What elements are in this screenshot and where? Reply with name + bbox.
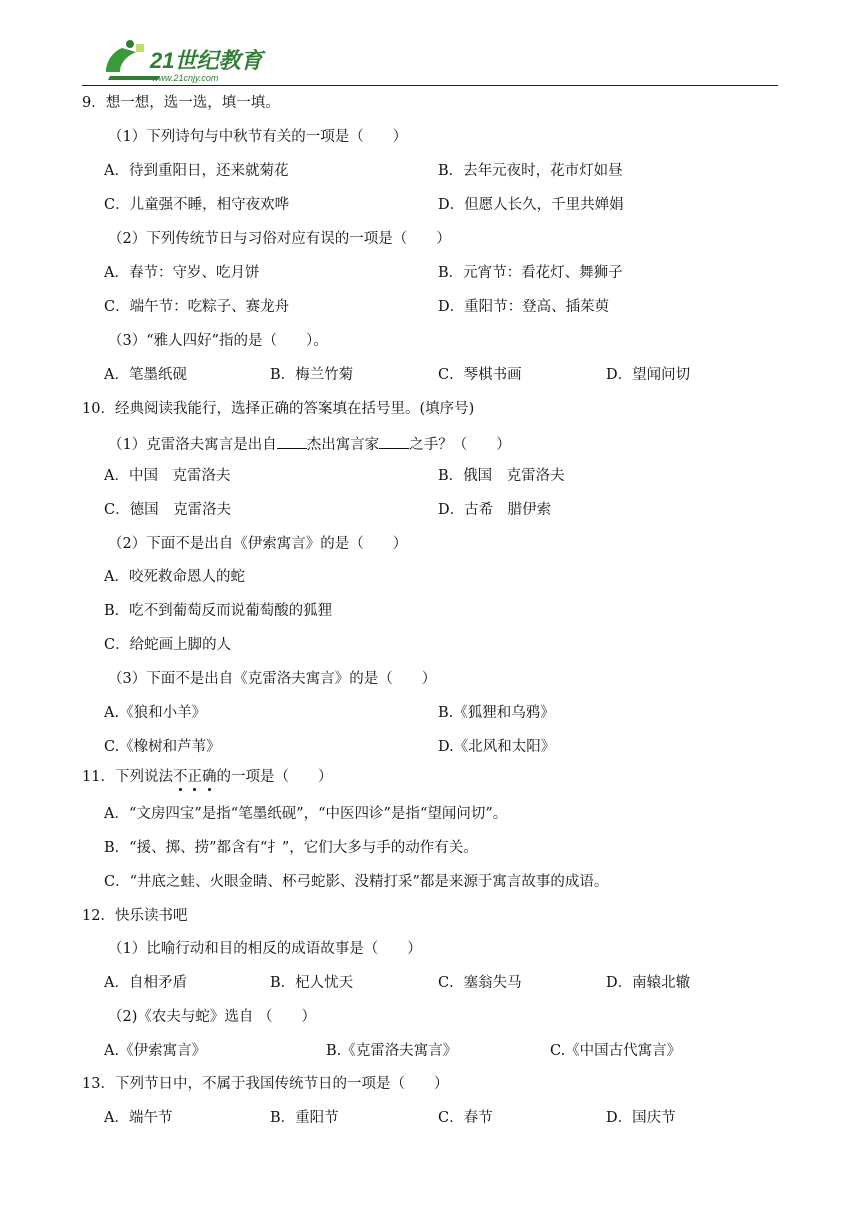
q13-option-d: D．国庆节 <box>606 1110 676 1126</box>
q10-p2-option-a: A．咬死救命恩人的蛇 <box>104 569 245 585</box>
emphasis-dot-char: 不 <box>172 769 188 785</box>
q13-option-c: C．春节 <box>438 1110 493 1126</box>
q12-p1-option-d: D．南辕北辙 <box>606 975 691 991</box>
q13-option-b: B．重阳节 <box>270 1110 339 1126</box>
q11-emphasis <box>173 769 217 785</box>
q9-p1-option-d: D．但愿人长久，千里共婵娟 <box>438 197 624 213</box>
q9-p2-option-a: A．春节：守岁、吃月饼 <box>104 265 260 281</box>
q12-part1: （1）比喻行动和目的相反的成语故事是（ ） <box>108 941 422 957</box>
q12-p2-option-b: B.《克雷洛夫寓言》 <box>326 1043 458 1059</box>
q9-p3-option-c: C．琴棋书画 <box>438 367 522 383</box>
q11-stem-a: 11．下列说法 <box>82 769 173 785</box>
header-rule <box>82 85 778 86</box>
q10-p1-text-b: 杰出寓言家 <box>306 437 380 453</box>
emphasis-dot-char: 正 <box>187 769 202 785</box>
q10-p1-text-a: （1）克雷洛夫寓言是出自 <box>108 437 277 453</box>
q10-p3-option-a: A.《狼和小羊》 <box>104 705 207 721</box>
q12-part2: （2)《农夫与蛇》选自 （ ） <box>108 1009 316 1025</box>
q10-p2-option-b: B．吃不到葡萄反而说葡萄酸的狐狸 <box>104 603 333 619</box>
q9-p3-option-a: A．笔墨纸砚 <box>104 367 187 383</box>
logo <box>100 38 280 84</box>
q10-part2: （2）下面不是出自《伊索寓言》的是（ ） <box>108 536 408 552</box>
q12-stem: 12．快乐读书吧 <box>82 908 188 924</box>
q9-p3-option-d: D．望闻问切 <box>606 367 691 383</box>
q10-stem: 10．经典阅读我能行，选择正确的答案填在括号里。(填序号) <box>82 401 475 417</box>
svg-text:www.21cnjy.com: www.21cnjy.com <box>152 73 219 83</box>
q10-p1-option-d: D．古希 腊伊索 <box>438 502 552 518</box>
q9-p1-option-c: C．儿童强不睡，相守夜欢哗 <box>104 197 290 213</box>
q12-p1-option-b: B．杞人忧天 <box>270 975 354 991</box>
q10-p3-option-d: D.《北风和太阳》 <box>438 739 556 755</box>
q10-p1-option-a: A．中国 克雷洛夫 <box>104 468 231 484</box>
q10-p1-option-c: C．德国 克雷洛夫 <box>104 502 232 518</box>
q10-part3: （3）下面不是出自《克雷洛夫寓言》的是（ ） <box>108 671 437 687</box>
q9-p2-option-d: D．重阳节：登高、插茱萸 <box>438 299 610 315</box>
q10-p1-text-c: 之手？（ ） <box>409 437 511 453</box>
q11-option-c: C．“井底之蛙、火眼金睛、杯弓蛇影、没精打采”都是来源于寓言故事的成语。 <box>104 874 609 890</box>
q9-stem: 9．想一想，选一选，填一填。 <box>82 95 280 111</box>
svg-text:21世纪教育: 21世纪教育 <box>150 48 263 73</box>
answer-blank <box>277 434 307 449</box>
q12-p2-option-a: A.《伊索寓言》 <box>104 1043 207 1059</box>
q9-p3-option-b: B．梅兰竹菊 <box>270 367 354 383</box>
q10-p3-option-b: B.《狐狸和乌鸦》 <box>438 705 555 721</box>
q11-option-a: A．“文房四宝”是指“笔墨纸砚”，“中医四诊”是指“望闻问切”。 <box>104 806 508 822</box>
q9-p1-option-b: B．去年元夜时，花市灯如昼 <box>438 163 623 179</box>
q10-p3-option-c: C.《橡树和芦苇》 <box>104 739 221 755</box>
q9-p2-option-c: C．端午节：吃粽子、赛龙舟 <box>104 299 290 315</box>
q10-p1-option-b: B．俄国 克雷洛夫 <box>438 468 565 484</box>
page-header <box>100 38 780 88</box>
q9-part3: （3）“雅人四好”指的是（ ）。 <box>108 333 328 349</box>
answer-blank <box>379 434 409 449</box>
q11-stem <box>82 768 332 786</box>
q9-p1-option-a: A．待到重阳日，还来就菊花 <box>104 163 289 179</box>
q11-stem-b: 的一项是（ ） <box>216 769 333 785</box>
q9-part1: （1）下列诗句与中秋节有关的一项是（ ） <box>108 129 408 145</box>
q10-p2-option-c: C．给蛇画上脚的人 <box>104 637 232 653</box>
q13-stem: 13．下列节日中，不属于我国传统节日的一项是（ ） <box>82 1076 449 1092</box>
q9-part2: （2）下列传统节日与习俗对应有误的一项是（ ） <box>108 231 451 247</box>
q9-p2-option-b: B．元宵节：看花灯、舞狮子 <box>438 265 623 281</box>
q12-p1-option-a: A．自相矛盾 <box>104 975 187 991</box>
q13-option-a: A．端午节 <box>104 1110 173 1126</box>
q11-option-b: B．“援、掷、捞”都含有“扌”，它们大多与手的动作有关。 <box>104 840 478 856</box>
q10-part1 <box>108 434 511 454</box>
emphasis-dot-char: 确 <box>201 769 217 785</box>
q12-p2-option-c: C.《中国古代寓言》 <box>550 1043 682 1059</box>
q12-p1-option-c: C．塞翁失马 <box>438 975 522 991</box>
